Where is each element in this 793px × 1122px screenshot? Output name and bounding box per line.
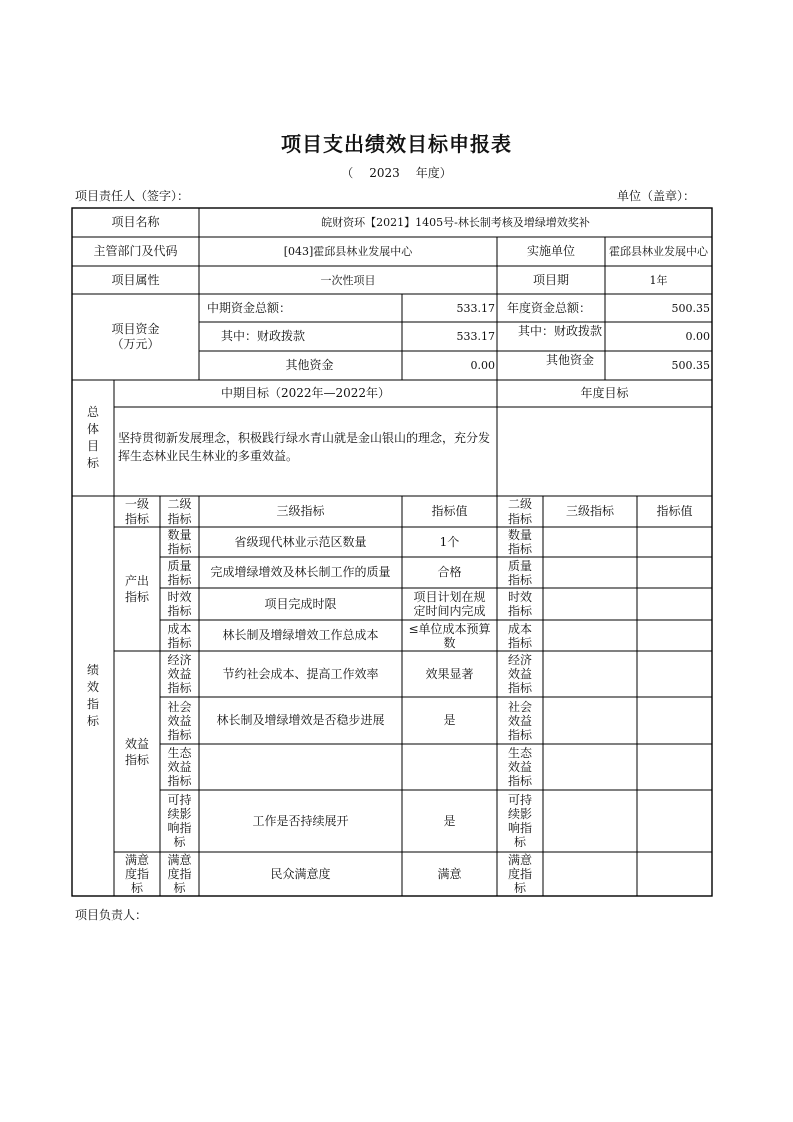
project-name-value: 皖财资环【2021】1405号-林长制考核及增绿增效奖补 — [321, 216, 590, 229]
annual-goal-text — [497, 407, 712, 496]
l2-annual-cell: 时效指标 — [507, 590, 532, 618]
period-label: 项目期 — [532, 272, 569, 287]
header-value-annual: 指标值 — [656, 504, 693, 518]
value-cell: 项目计划在规定时间内完成 — [413, 590, 486, 618]
annual-fiscal-label: 其中：财政拨款 — [517, 324, 602, 338]
responsible-label: 项目责任人（签字）： — [75, 189, 190, 203]
l2-annual-cell: 成本指标 — [507, 621, 532, 650]
mid-other-label: 其他资金 — [285, 358, 334, 372]
l3-cell: 节约社会成本、提高工作效率 — [222, 666, 379, 681]
l3-cell: 民众满意度 — [270, 866, 331, 881]
l3-cell: 省级现代林业示范区数量 — [234, 534, 367, 549]
header-l3-annual: 三级指标 — [565, 504, 614, 518]
value-cell: 合格 — [437, 565, 462, 579]
l2-annual-cell: 质量指标 — [507, 558, 532, 587]
l2-cell: 数量指标 — [167, 528, 192, 556]
l2-cell: 质量指标 — [167, 558, 192, 587]
annual-other-value: 500.35 — [671, 359, 710, 372]
annual-total-value: 500.35 — [671, 301, 710, 315]
value-cell: 满意 — [437, 866, 462, 881]
annual-total-label: 年度资金总额： — [507, 300, 592, 315]
l3-cell — [199, 744, 402, 790]
year-open: （ — [341, 166, 354, 180]
header-l2: 二级指标 — [167, 496, 192, 526]
l2-annual-cell: 经济效益指标 — [507, 653, 532, 695]
l3-cell: 工作是否持续展开 — [252, 813, 349, 828]
impl-unit-value: 霍邱县林业发展中心 — [609, 245, 708, 258]
mid-total-value: 533.17 — [456, 301, 495, 315]
mid-total-label: 中期资金总额： — [207, 300, 292, 315]
l2-annual-cell: 社会效益指标 — [507, 699, 532, 742]
performance-indicators-label: 绩 效 指 标 — [86, 663, 99, 728]
impl-unit-label: 实施单位 — [526, 244, 575, 258]
l2-cell: 经济效益指标 — [167, 653, 192, 695]
header-l2-annual: 二级指标 — [507, 496, 532, 526]
l3-cell: 完成增绿增效及林长制工作的质量 — [210, 565, 391, 579]
dept-value: [043]霍邱县林业发展中心 — [283, 245, 413, 258]
header-value: 指标值 — [431, 504, 468, 518]
l2-annual-cell: 可持续影响指标 — [507, 793, 532, 849]
value-cell: 是 — [443, 713, 456, 727]
value-cell: 1个 — [439, 534, 460, 549]
l2-cell: 时效指标 — [167, 590, 192, 618]
l2-annual-cell: 满意度指标 — [507, 853, 532, 895]
l2-cell: 社会效益指标 — [167, 699, 192, 742]
unit-seal-label: 单位（盖章）： — [616, 189, 695, 203]
project-leader-label: 项目负责人： — [75, 908, 148, 922]
funds-label: 项目资金 （万元） — [111, 322, 160, 351]
benefit-indicators-label: 效益指标 — [124, 736, 149, 767]
dept-label: 主管部门及代码 — [93, 244, 178, 258]
attr-label: 项目属性 — [111, 272, 160, 287]
annual-other-label: 其他资金 — [545, 353, 594, 367]
page-title: 项目支出绩效目标申报表 — [281, 132, 512, 156]
l2-annual-cell: 生态效益指标 — [507, 746, 532, 788]
l3-cell: 项目完成时限 — [264, 596, 337, 611]
annual-goal-header: 年度目标 — [580, 386, 629, 400]
l2-cell: 成本指标 — [167, 621, 192, 650]
mid-goal-header: 中期目标（2022年—2022年） — [220, 386, 391, 400]
value-cell — [402, 744, 497, 790]
annual-fiscal-value: 0.00 — [685, 330, 710, 343]
output-indicators-label: 产出指标 — [124, 574, 149, 604]
period-value: 1年 — [649, 273, 668, 287]
l2-cell: 生态效益指标 — [167, 746, 192, 788]
year-suffix: 年度） — [415, 166, 452, 180]
mid-fiscal-label: 其中：财政拨款 — [221, 329, 306, 343]
value-cell: 效果显著 — [425, 666, 474, 681]
mid-other-value: 0.00 — [470, 359, 495, 372]
l2-annual-cell: 数量指标 — [507, 528, 532, 556]
mid-goal-text: 坚持贯彻新发展理念，积极践行绿水青山就是金山银山的理念，充分发挥生态林业民生林业的多重效益。 — [118, 431, 491, 463]
l3-cell: 林长制及增绿增效是否稳步进展 — [216, 713, 385, 727]
l3-cell: 林长制及增绿增效工作总成本 — [222, 628, 379, 642]
l2-cell: 满意度指标 — [167, 853, 192, 895]
attr-value: 一次性项目 — [320, 273, 376, 287]
project-name-label: 项目名称 — [111, 215, 160, 229]
header-l1: 一级指标 — [124, 496, 149, 526]
header-l3: 三级指标 — [276, 504, 325, 518]
l2-cell: 可持续影响指标 — [167, 793, 192, 849]
overall-goals-label: 总 体 目 标 — [86, 405, 99, 470]
satisfaction-indicators-label: 满意度指标 — [124, 853, 149, 895]
value-cell: ≤单位成本预算数 — [408, 621, 491, 650]
value-cell: 是 — [443, 813, 456, 828]
year-value: 2023 — [369, 166, 400, 180]
mid-fiscal-value: 533.17 — [456, 330, 495, 343]
